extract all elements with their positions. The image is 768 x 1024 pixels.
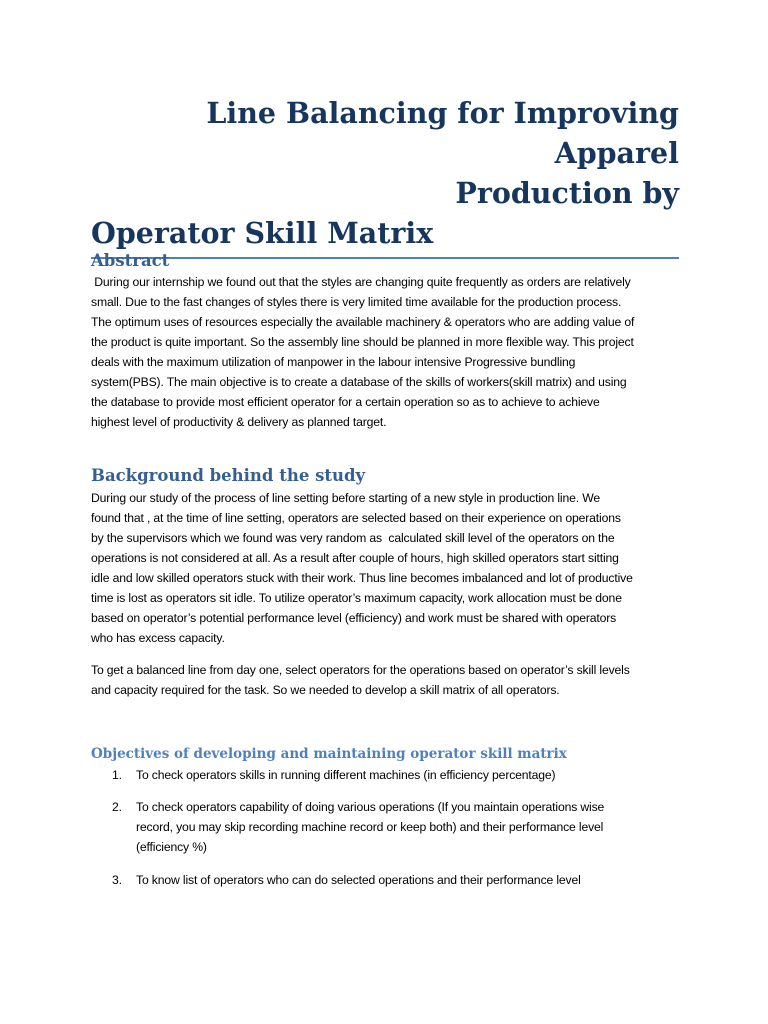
text-line: and capacity required for the task. So we needed to develop a skill matrix of all operators.: [91, 683, 560, 697]
objectives-heading: Objectives of developing and maintaining operator skill matrix: [91, 746, 567, 762]
text-line: record, you may skip recording machine record or keep both) and their performance level: [136, 820, 604, 834]
background-paragraph-2: [91, 660, 691, 700]
background-paragraph-1: [91, 488, 691, 648]
abstract-heading: Abstract: [91, 251, 170, 270]
list-item-text: [136, 797, 604, 857]
text-line: idle and low skilled operators stuck with their work. Thus line becomes imbalanced and lot of productive: [91, 571, 633, 585]
text-line: During our study of the process of line setting before starting of a new style in production line. We: [91, 491, 600, 505]
text-line: found that , at the time of line setting, operators are selected based on their experience on operations: [91, 511, 621, 525]
text-line: based on operator’s potential performance level (efficiency) and work must be shared with operators: [91, 611, 617, 625]
list-number: 2.: [112, 800, 122, 814]
text-line: time is lost as operators sit idle. To utilize operator’s maximum capacity, work allocation must be done: [91, 591, 622, 605]
list-number: 3.: [112, 873, 122, 887]
document-title: [91, 93, 679, 259]
text-line: small. Due to the fast changes of styles there is very limited time available for the production process.: [91, 295, 622, 309]
title-line: Production by: [455, 176, 679, 210]
list-item-text: [136, 765, 555, 785]
text-line: During our internship we found out that the styles are changing quite frequently as orders are relatively: [91, 275, 631, 289]
text-line: system(PBS). The main objective is to create a database of the skills of workers(skill matrix) and using: [91, 375, 627, 389]
text-line: operations is not considered at all. As a result after couple of hours, high skilled operators start sitting: [91, 551, 619, 565]
text-line: To check operators capability of doing various operations (If you maintain operations wise: [136, 800, 605, 814]
list-item-text: [136, 870, 581, 890]
text-line: The optimum uses of resources especially the available machinery & operators who are adding value of: [91, 315, 635, 329]
text-line: (efficiency %): [136, 840, 207, 854]
text-line: the product is quite important. So the assembly line should be planned in more flexible way. This project: [91, 335, 634, 349]
text-line: who has excess capacity.: [91, 631, 225, 645]
text-line: To know list of operators who can do selected operations and their performance level: [136, 873, 581, 887]
text-line: highest level of productivity & delivery as planned target.: [91, 415, 387, 429]
list-number: 1.: [112, 768, 122, 782]
text-line: the database to provide most efficient operator for a certain operation so as to achieve to achieve: [91, 395, 600, 409]
text-line: To get a balanced line from day one, select operators for the operations based on operator’s skill levels: [91, 663, 630, 677]
background-heading: Background behind the study: [91, 466, 366, 485]
text-line: deals with the maximum utilization of manpower in the labour intensive Progressive bundling: [91, 355, 576, 369]
title-line: Line Balancing for Improving Apparel: [206, 96, 679, 170]
title-line: Operator Skill Matrix: [91, 216, 434, 250]
text-line: To check operators skills in running different machines (in efficiency percentage): [136, 768, 556, 782]
abstract-paragraph: [91, 272, 691, 432]
text-line: by the supervisors which we found was very random as calculated skill level of the operators on the: [91, 531, 615, 545]
